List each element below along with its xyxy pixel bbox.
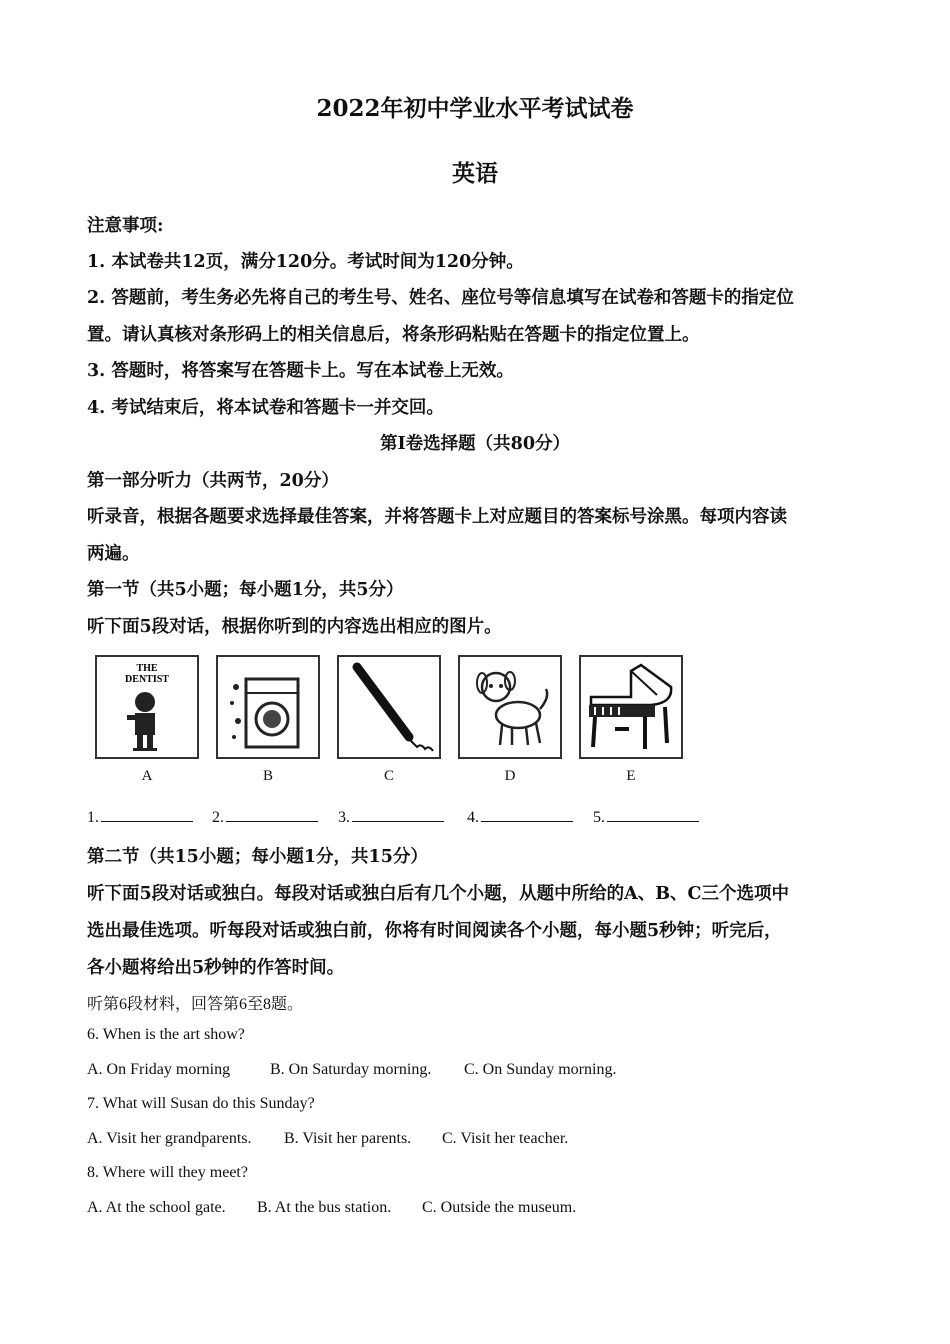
notice-item-3: 3. 答题时，将答案写在答题卡上。写在本试卷上无效。	[87, 361, 514, 381]
dog-icon	[458, 655, 562, 759]
q7-option-a[interactable]: A. Visit her grandparents.	[87, 1130, 252, 1147]
section1-heading: 第一节（共5小题；每小题1分，共5分）	[87, 580, 404, 600]
picture-label-c: C	[383, 768, 394, 784]
part1-instruction-1: 听录音，根据各题要求选择最佳答案，并将答题卡上对应题目的答案标号涂黑。每项内容读	[87, 507, 787, 527]
pen-icon	[337, 655, 441, 759]
notice-item-1: 1. 本试卷共12页，满分120分。考试时间为120分钟。	[87, 252, 524, 272]
q7-option-c[interactable]: C. Visit her teacher.	[442, 1130, 569, 1147]
answer-blank-1[interactable]: 1.	[87, 807, 193, 827]
question-6-stem: 6. When is the art show?	[87, 1026, 245, 1043]
answer-blank-2[interactable]: 2.	[212, 807, 318, 827]
notice-heading: 注意事项:	[87, 216, 164, 236]
answer-blank-4[interactable]: 4.	[467, 807, 573, 827]
part1-instruction-2: 两遍。	[87, 544, 140, 564]
question-7-stem: 7. What will Susan do this Sunday?	[87, 1095, 315, 1112]
q6-option-b[interactable]: B. On Saturday morning.	[270, 1061, 432, 1078]
q7-option-b[interactable]: B. Visit her parents.	[284, 1130, 412, 1147]
section2-instruction-2: 选出最佳选项。听每段对话或独白前，你将有时间阅读各个小题，每小题5秒钟；听完后，	[87, 921, 782, 941]
question-8-stem: 8. Where will they meet?	[87, 1164, 248, 1181]
dentist-icon	[95, 655, 199, 759]
piano-icon	[579, 655, 683, 759]
q6-option-c[interactable]: C. On Sunday morning.	[464, 1061, 617, 1078]
picture-label-b: B	[262, 768, 273, 784]
notice-item-2-cont: 置。请认真核对条形码上的相关信息后，将条形码粘贴在答题卡的指定位置上。	[87, 325, 700, 345]
notice-item-2: 2. 答题前，考生务必先将自己的考生号、姓名、座位号等信息填写在试卷和答题卡的指定位	[87, 288, 794, 308]
washing-machine-icon	[216, 655, 320, 759]
notice-item-4: 4. 考试结束后，将本试卷和答题卡一并交回。	[87, 398, 444, 418]
picture-label-d: D	[504, 768, 516, 784]
section2-instruction-3: 各小题将给出5秒钟的作答时间。	[87, 958, 345, 978]
section2-instruction-1: 听下面5段对话或独白。每段对话或独白后有几个小题，从题中所给的A、B、C三个选项中	[87, 884, 789, 904]
volume-heading: 第I卷选择题（共80分）	[379, 434, 571, 454]
answer-blank-5[interactable]: 5.	[593, 807, 699, 827]
picture-label-a: A	[141, 768, 153, 784]
q8-option-a[interactable]: A. At the school gate.	[87, 1199, 226, 1216]
q8-option-c[interactable]: C. Outside the museum.	[422, 1199, 577, 1216]
section2-heading: 第二节（共15小题；每小题1分，共15分）	[87, 847, 428, 867]
part1-heading: 第一部分听力（共两节，20分）	[87, 471, 339, 491]
material-note: 听第6段材料，回答第6至8题。	[87, 996, 304, 1013]
q6-option-a[interactable]: A. On Friday morning	[87, 1061, 231, 1078]
answer-blank-3[interactable]: 3.	[338, 807, 444, 827]
dentist-caption-1: THE	[136, 663, 158, 674]
picture-label-e: E	[626, 768, 636, 784]
section1-instruction: 听下面5段对话，根据你听到的内容选出相应的图片。	[87, 617, 502, 637]
dentist-caption-2: DENTIST	[125, 674, 169, 685]
q8-option-b[interactable]: B. At the bus station.	[257, 1199, 392, 1216]
subject-title: 英语	[452, 160, 498, 187]
exam-title: 2022年初中学业水平考试试卷	[316, 95, 634, 122]
